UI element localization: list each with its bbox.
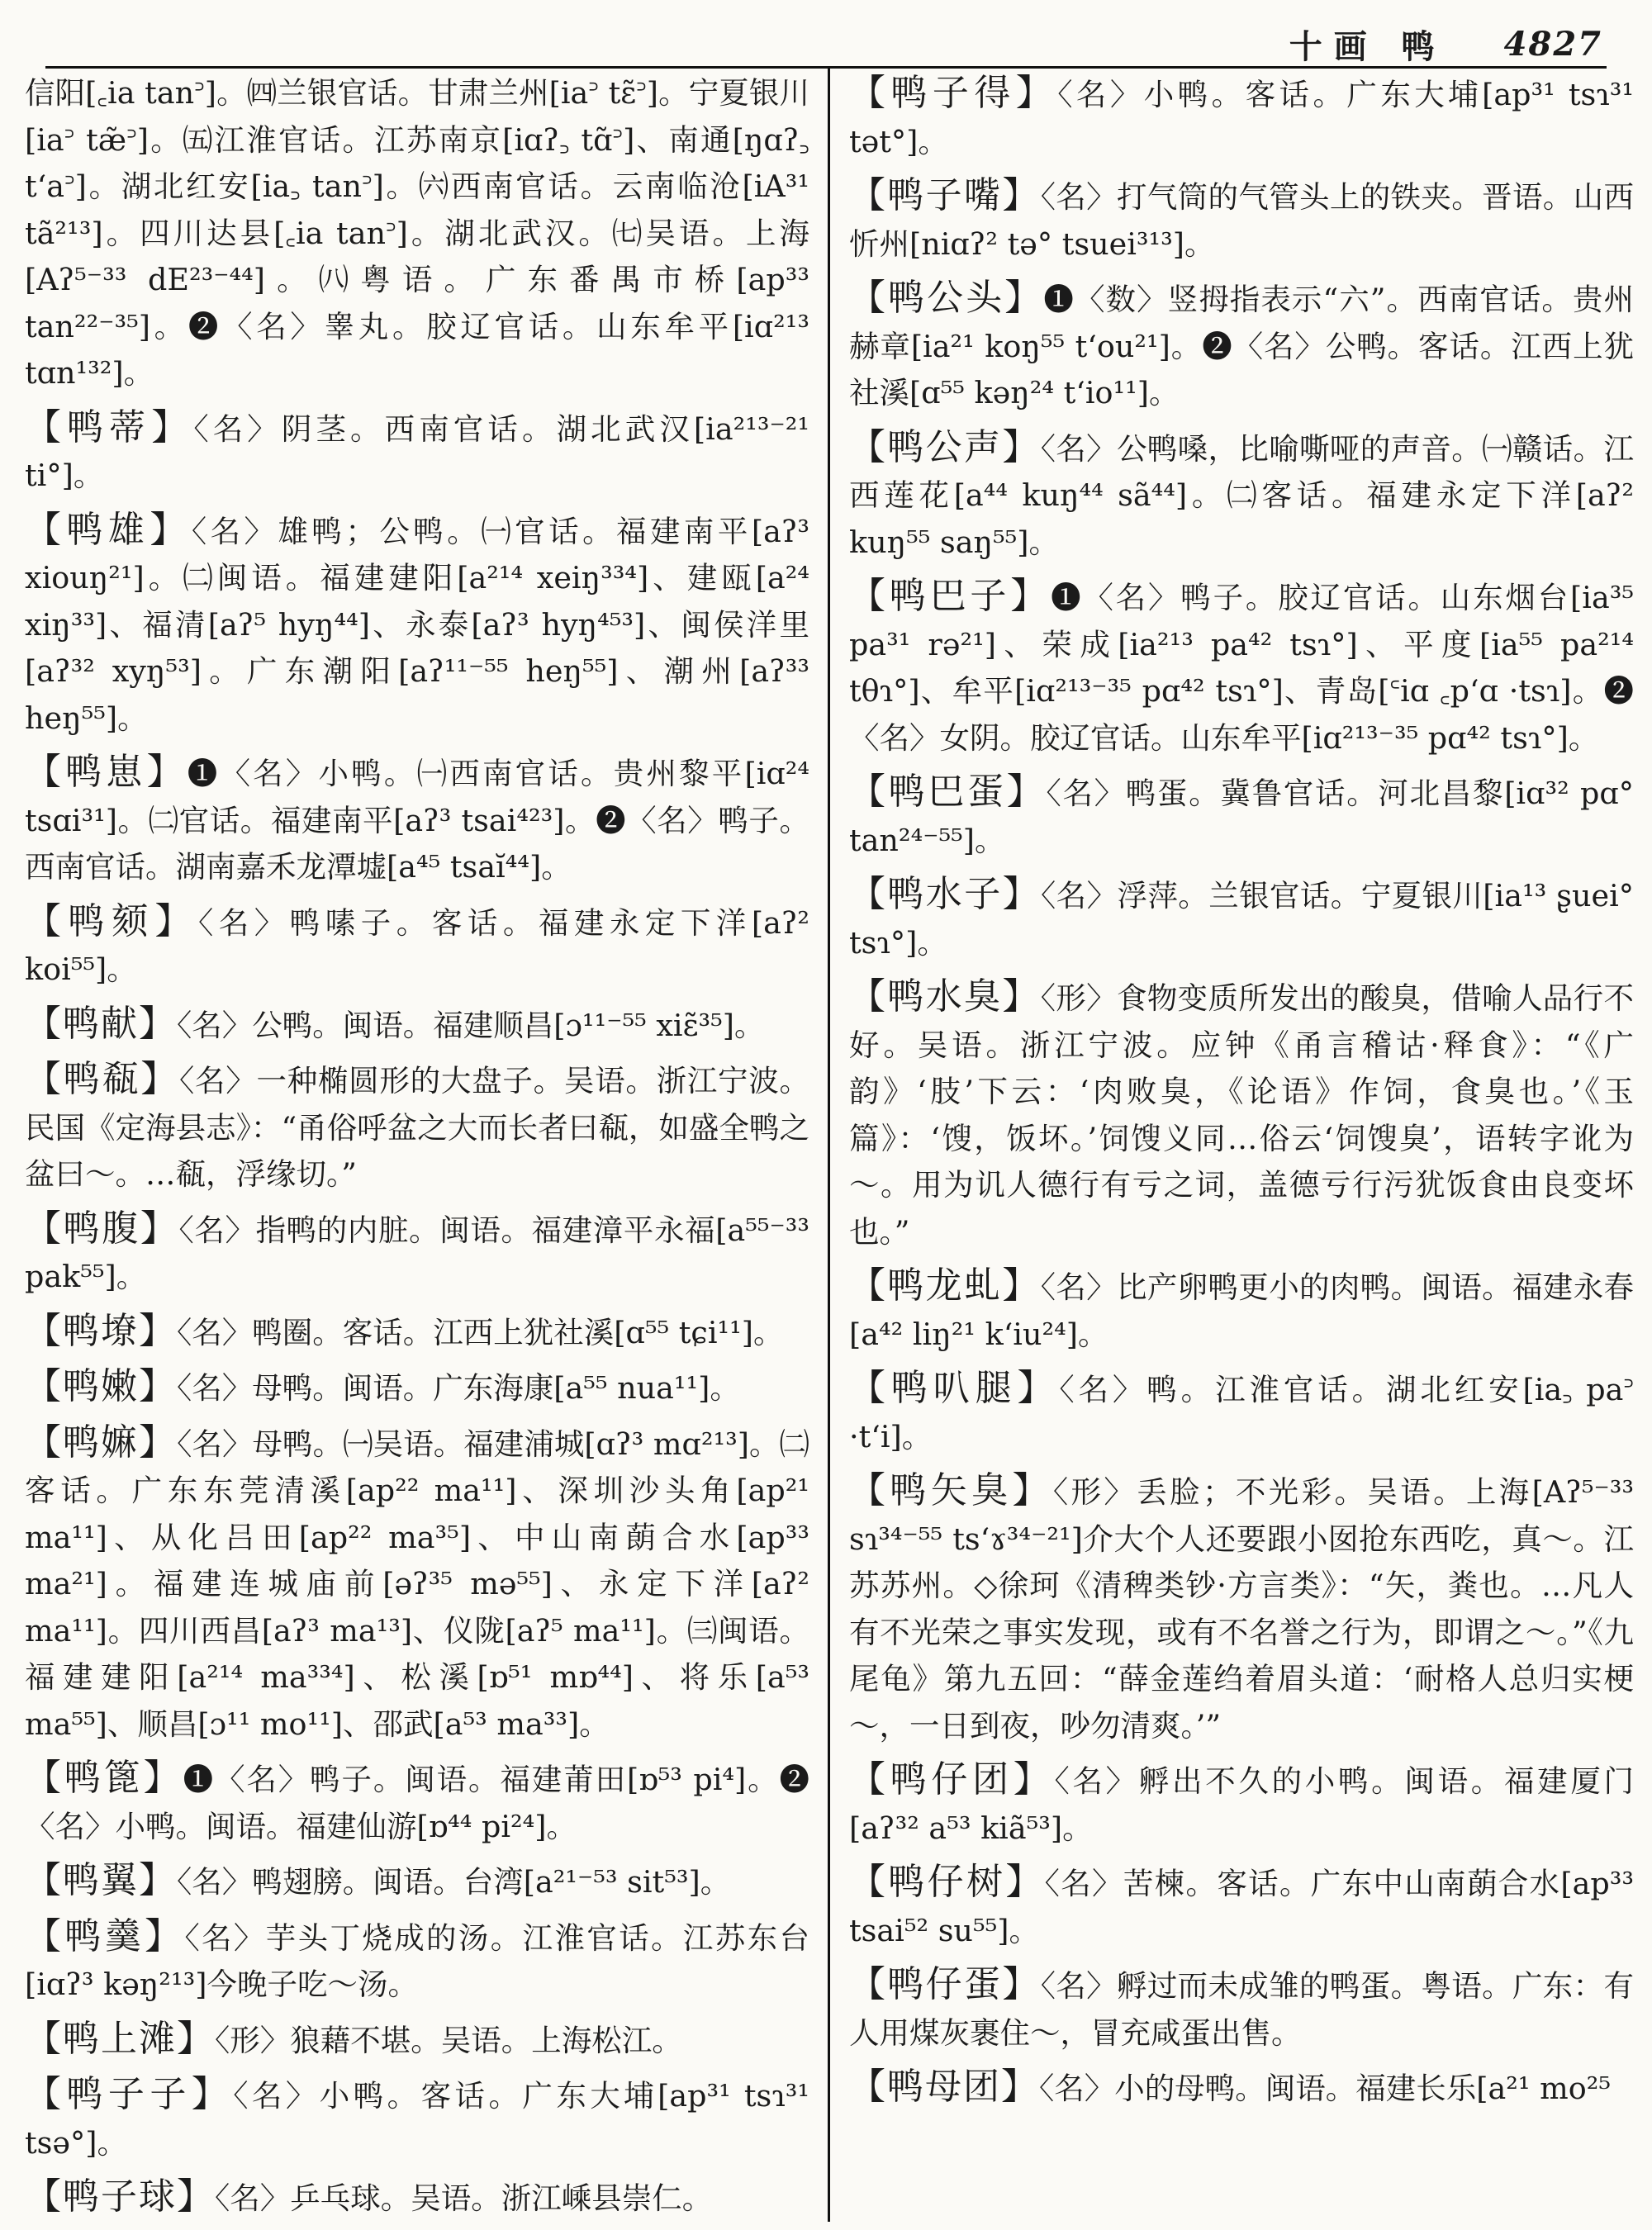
dictionary-entry: 【鸭公头】❶〈数〉竖拇指表示“六”。西南官话。贵州赫章[ia²¹ koŋ⁵⁵ t‘ou²¹]。❷〈名〉公鸭。客话。江西上犹社溪[ɑ⁵⁵ kəŋ²⁴ t‘io¹¹]。 [849, 277, 1635, 410]
entry-headword: 鸭颏 [68, 899, 155, 942]
entry-headword: 鸭篦 [64, 1757, 144, 1799]
section-title: 十画 鸭 [1289, 26, 1446, 66]
entry-headword: 鸭水子 [887, 873, 1003, 915]
dictionary-entry: 【鸭上滩】〈形〉狼藉不堪。吴语。上海松江。 [25, 2017, 682, 2060]
dictionary-entry: 【鸭崽】❶〈名〉小鸭。㈠西南官话。贵州黎平[iɑ²⁴ tsɑi³¹]。㈡官话。福建南平[aʔ³ tsai⁴²³]。❷〈名〉鸭子。西南官话。湖南嘉禾龙潭墟[a⁴⁵ tsaĭ⁴⁴]。 [25, 751, 810, 885]
entry-definition: ❶〈数〉竖拇指表示“六”。西南官话。贵州赫章[ia²¹ koŋ⁵⁵ t‘ou²¹]。❷〈名〉公鸭。客话。江西上犹社溪[ɑ⁵⁵ kəŋ²⁴ t‘io¹¹]。 [849, 282, 1635, 410]
entry-definition: 〈名〉鸭。江淮官话。湖北红安[ia꜆ pa꜄ ·t‘i]。 [849, 1372, 1635, 1454]
entry-headword: 鸭子子 [66, 2073, 192, 2115]
entry-definition: 〈名〉雄鸭；公鸭。㈠官话。福建南平[aʔ³ xiouŋ²¹]。㈡闽语。福建建阳[a²¹⁴ xeiŋ³³⁴]、建瓯[a²⁴ xiŋ³³]、福清[aʔ⁵ hyŋ⁴⁴]、永泰[aʔ³ hyŋ⁴⁵³]、闽侯洋里[aʔ³² xyŋ⁵³]。广东潮阳[aʔ¹¹⁻⁵⁵ heŋ⁵⁵]、潮州[aʔ³³ heŋ⁵⁵]。 [25, 513, 810, 736]
entry-headword: 鸭矢臭 [890, 1469, 1013, 1511]
entry-definition: 〈形〉丢脸；不光彩。吴语。上海[Aʔ⁵⁻³³ sɿ³⁴⁻⁵⁵ ts‘ɤ³⁴⁻²¹]介大个人还要跟小囡抢东西吃，真～。江苏苏州。◇徐珂《清稗类钞·方言类》：“矢，粪也。…凡人有不光荣之事实发现，或有不名誉之行为，即谓之～。”《九尾龟》第九五回：“薛金莲绉着眉头道：‘耐格人总归实梗～，一日到夜，吵勿清爽。’” [849, 1474, 1635, 1744]
dictionary-entry: 【鸭叭腿】〈名〉鸭。江淮官话。湖北红安[ia꜆ pa꜄ ·t‘i]。 [849, 1367, 1635, 1454]
entry-definition: 〈名〉母鸭。㈠吴语。福建浦城[ɑʔ³ mɑ²¹³]。㈡客话。广东东莞清溪[ap²² ma¹¹]、深圳沙头角[ap²¹ ma¹¹]、从化吕田[ap²² ma³⁵]、中山南蓢合水[ap³³ ma²¹]。福建连城庙前[əʔ³⁵ mə⁵⁵]、永定下洋[aʔ² ma¹¹]。四川西昌[aʔ³ ma¹³]、仪陇[aʔ⁵ ma¹¹]。㈢闽语。福建建阳[a²¹⁴ ma³³⁴]、松溪[ɒ⁵¹ mɒ⁴⁴]、将乐[a⁵³ ma⁵⁵]、顺昌[ɔ¹¹ mo¹¹]、邵武[a⁵³ ma³³]。 [25, 1426, 810, 1742]
entry-definition: ❶〈名〉小鸭。㈠西南官话。贵州黎平[iɑ²⁴ tsɑi³¹]。㈡官话。福建南平[aʔ³ tsai⁴²³]。❷〈名〉鸭子。西南官话。湖南嘉禾龙潭墟[a⁴⁵ tsaĭ⁴⁴]。 [25, 756, 810, 885]
entry-definition: 〈名〉苦楝。客话。广东中山南蓢合水[ap³³ tsai⁵² su⁵⁵]。 [849, 1866, 1635, 1948]
dictionary-entry: 【鸭子得】〈名〉小鸭。客话。广东大埔[ap³¹ tsɿ³¹ tət°]。 [849, 72, 1635, 159]
dictionary-entry: 【鸭瓻】〈名〉一种椭圆形的大盘子。吴语。浙江宁波。民国《定海县志》：“甬俗呼盆之大而长者曰瓻，如盛全鸭之盆曰～。…瓻，浮缘切。” [25, 1058, 810, 1192]
entry-headword: 鸭献 [63, 1002, 139, 1045]
dictionary-entry: 【鸭巴子】❶〈名〉鸭子。胶辽官话。山东烟台[ia³⁵ pa³¹ rə²¹]、荣成[ia²¹³ pa⁴² tsɿ°]、平度[ia⁵⁵ pa²¹⁴ tθɿ°]、牟平[iɑ²¹³⁻³⁵ pɑ⁴² tsɿ°]、青岛[꜂iɑ ꜀p‘ɑ ·tsɿ]。❷〈名〉女阴。胶辽官话。山东牟平[iɑ²¹³⁻³⁵ pɑ⁴² tsɿ°]。 [849, 575, 1634, 756]
entry-headword: 鸭㙩 [63, 1309, 139, 1352]
entry-headword: 鸭瓻 [63, 1058, 141, 1100]
entry-headword: 鸭嫲 [63, 1421, 140, 1464]
dictionary-entry: 【鸭腹】〈名〉指鸭的内脏。闽语。福建漳平永福[a⁵⁵⁻³³ pak⁵⁵]。 [25, 1207, 810, 1294]
page-header [50, 23, 1602, 64]
entry-headword: 鸭腹 [63, 1207, 140, 1250]
entry-headword: 鸭翼 [63, 1859, 139, 1901]
page-number: 4827 [1503, 24, 1602, 64]
dictionary-entry: 【鸭蒂】〈名〉阴茎。西南官话。湖北武汉[ia²¹³⁻²¹ ti°]。 [25, 406, 810, 493]
entry-headword: 鸭上滩 [63, 2017, 177, 2060]
entry-continuation: 信阳[꜀ia tan꜄]。㈣兰银官话。甘肃兰州[ia꜄ tɛ̃꜄]。宁夏银川[ia꜄ tæ̃꜄]。㈤江淮官话。江苏南京[iɑʔ꜆ tɑ̃꜄]、南通[ŋɑʔ꜆ t‘a꜄]。湖北红安[ia꜆ tan꜄]。㈥西南官话。云南临沧[iA³¹ tã²¹³]。四川达县[꜀ia tan꜄]。湖北武汉。㈦吴语。上海[Aʔ⁵⁻³³ dE²³⁻⁴⁴]。㈧粤语。广东番禺市桥[ap³³ tan²²⁻³⁵]。❷〈名〉睾丸。胶辽官话。山东牟平[iɑ²¹³ tɑn¹³²]。 [25, 75, 809, 391]
dictionary-entry: 【鸭母团】〈名〉小的母鸭。闽语。福建长乐[a²¹ mo²⁵ [849, 2066, 1611, 2108]
entry-definition: 〈名〉公鸭。闽语。福建顺昌[ɔ¹¹⁻⁵⁵ xiɛ̃³⁵]。 [177, 1007, 765, 1043]
dictionary-entry: 【鸭水子】〈名〉浮萍。兰银官话。宁夏银川[ia¹³ ʂuei° tsɿ°]。 [849, 873, 1635, 961]
entry-headword: 鸭母团 [887, 2066, 1001, 2108]
entry-definition: 〈名〉鸭蛋。冀鲁官话。河北昌黎[iɑ³² pɑ° tan²⁴⁻⁵⁵]。 [849, 776, 1635, 858]
entry-definition: 〈名〉母鸭。闽语。广东海康[a⁵⁵ nua¹¹]。 [177, 1370, 740, 1406]
entry-headword: 鸭叭腿 [890, 1367, 1018, 1409]
entry-definition: 〈名〉孵过而未成雏的鸭蛋。粤语。广东：有人用煤灰裹住～，冒充咸蛋出售。 [849, 1968, 1634, 2051]
entry-headword: 鸭仔蛋 [887, 1963, 1003, 2005]
entry-definition: ❶〈名〉鸭子。闽语。福建莆田[ɒ⁵³ pi⁴]。❷〈名〉小鸭。闽语。福建仙游[ɒ⁴⁴ pi²⁴]。 [25, 1762, 810, 1844]
entry-definition: 〈名〉小鸭。客话。广东大埔[ap³¹ tsɿ³¹ tsə°]。 [25, 2078, 810, 2161]
dictionary-entry: 【鸭巴蛋】〈名〉鸭蛋。冀鲁官话。河北昌黎[iɑ³² pɑ° tan²⁴⁻⁵⁵]。 [849, 771, 1635, 858]
entry-headword: 鸭水臭 [887, 975, 1003, 1018]
entry-headword: 鸭巴蛋 [888, 771, 1007, 813]
dictionary-entry: 【鸭水臭】〈形〉食物变质所发出的酸臭，借喻人品行不好。吴语。浙江宁波。应钟《甬言稽诂·释食》：“《广韵》‘肢’下云：‘肉败臭，《论语》作饲，食臭也。’《玉篇》：‘馊，饭坏。’饲馊义同…俗云‘饲馊臭’，语转字讹为～。用为讥人德行有亏之词，盖德亏行污犹饭食由良变坏也。” [849, 975, 1634, 1250]
dictionary-entry: 【鸭仔团】〈名〉孵出不久的小鸭。闽语。福建厦门[aʔ³² a⁵³ kiã⁵³]。 [849, 1758, 1635, 1846]
entry-headword: 鸭仔树 [888, 1861, 1006, 1903]
dictionary-entry: 【鸭子嘴】〈名〉打气筒的气管头上的铁夹。晋语。山西忻州[niɑʔ² tə° tsuei³¹³]。 [849, 174, 1634, 262]
entry-headword: 鸭公声 [887, 425, 1003, 468]
dictionary-entry: 【鸭雄】〈名〉雄鸭；公鸭。㈠官话。福建南平[aʔ³ xiouŋ²¹]。㈡闽语。福建建阳[a²¹⁴ xeiŋ³³⁴]、建瓯[a²⁴ xiŋ³³]、福清[aʔ⁵ hyŋ⁴⁴]、永泰[aʔ³ hyŋ⁴⁵³]、闽侯洋里[aʔ³² xyŋ⁵³]。广东潮阳[aʔ¹¹⁻⁵⁵ heŋ⁵⁵]、潮州[aʔ³³ heŋ⁵⁵]。 [25, 508, 810, 736]
entry-definition: 〈形〉狼藉不堪。吴语。上海松江。 [215, 2022, 682, 2058]
entry-headword: 鸭公头 [888, 277, 1005, 319]
header-rule [45, 66, 1607, 69]
entry-definition: 〈名〉芋头丁烧成的汤。江淮官话。江苏东台[iɑʔ³ kəŋ²¹³]今晚子吃～汤。 [25, 1919, 810, 2002]
entry-definition: 〈名〉小的母鸭。闽语。福建长乐[a²¹ mo²⁵ [1039, 2071, 1611, 2106]
entry-definition: 〈名〉一种椭圆形的大盘子。吴语。浙江宁波。民国《定海县志》：“甬俗呼盆之大而长者曰瓻，如盛全鸭之盆曰～。…瓻，浮缘切。” [25, 1063, 810, 1192]
dictionary-entry: 【鸭子球】〈名〉乒乓球。吴语。浙江嵊县崇仁。 [25, 2175, 713, 2218]
column-divider [828, 68, 830, 2222]
left-column [25, 70, 809, 2230]
dictionary-entry: 【鸭献】〈名〉公鸭。闽语。福建顺昌[ɔ¹¹⁻⁵⁵ xiɛ̃³⁵]。 [25, 1002, 765, 1045]
entry-definition: 〈名〉鸭圈。客话。江西上犹社溪[ɑ⁵⁵ tɕi¹¹]。 [177, 1314, 784, 1350]
dictionary-entry: 【鸭子子】〈名〉小鸭。客话。广东大埔[ap³¹ tsɿ³¹ tsə°]。 [25, 2073, 810, 2161]
dictionary-entry: 【鸭颏】〈名〉鸭嗉子。客话。福建永定下洋[aʔ² koi⁵⁵]。 [25, 899, 810, 987]
entry-definition: 〈形〉食物变质所发出的酸臭，借喻人品行不好。吴语。浙江宁波。应钟《甬言稽诂·释食》：“《广韵》‘肢’下云：‘肉败臭，《论语》作饲，食臭也。’《玉篇》：‘馊，饭坏。’饲馊义同…俗云‘饲馊臭’，语转字讹为～。用为讥人德行有亏之词，盖德亏行污犹饭食由良变坏也。” [849, 980, 1634, 1250]
dictionary-entry: 【鸭仔树】〈名〉苦楝。客话。广东中山南蓢合水[ap³³ tsai⁵² su⁵⁵]。 [849, 1861, 1635, 1948]
dictionary-entry: 【鸭仔蛋】〈名〉孵过而未成雏的鸭蛋。粤语。广东：有人用煤灰裹住～，冒充咸蛋出售。 [849, 1963, 1634, 2051]
entry-headword: 鸭蒂 [67, 406, 152, 448]
entry-headword: 鸭仔团 [890, 1758, 1014, 1801]
dictionary-entry: 【鸭龙虬】〈名〉比产卵鸭更小的肉鸭。闽语。福建永春[a⁴² liŋ²¹ k‘iu²⁴]。 [849, 1264, 1634, 1352]
entry-definition: 〈名〉比产卵鸭更小的肉鸭。闽语。福建永春[a⁴² liŋ²¹ k‘iu²⁴]。 [849, 1269, 1634, 1352]
entry-definition: 〈名〉公鸭嗓，比喻嘶哑的声音。㈠赣话。江西莲花[a⁴⁴ kuŋ⁴⁴ sã⁴⁴]。㈡客话。福建永定下洋[aʔ² kuŋ⁵⁵ saŋ⁵⁵]。 [849, 430, 1634, 560]
entry-definition: 〈名〉鸭翅膀。闽语。台湾[a²¹⁻⁵³ sit⁵³]。 [177, 1864, 731, 1900]
entry-headword: 鸭嫩 [63, 1365, 139, 1407]
dictionary-entry: 【鸭篦】❶〈名〉鸭子。闽语。福建莆田[ɒ⁵³ pi⁴]。❷〈名〉小鸭。闽语。福建仙游[ɒ⁴⁴ pi²⁴]。 [25, 1757, 810, 1844]
entry-definition: 〈名〉浮萍。兰银官话。宁夏银川[ia¹³ ʂuei° tsɿ°]。 [849, 878, 1635, 961]
dictionary-entry: 【鸭翼】〈名〉鸭翅膀。闽语。台湾[a²¹⁻⁵³ sit⁵³]。 [25, 1859, 731, 1901]
dictionary-entry: 【鸭羹】〈名〉芋头丁烧成的汤。江淮官话。江苏东台[iɑʔ³ kəŋ²¹³]今晚子吃～汤。 [25, 1914, 810, 2002]
entry-definition: ❶〈名〉鸭子。胶辽官话。山东烟台[ia³⁵ pa³¹ rə²¹]、荣成[ia²¹³ pa⁴² tsɿ°]、平度[ia⁵⁵ pa²¹⁴ tθɿ°]、牟平[iɑ²¹³⁻³⁵ pɑ⁴² tsɿ°]、青岛[꜂iɑ ꜀p‘ɑ ·tsɿ]。❷〈名〉女阴。胶辽官话。山东牟平[iɑ²¹³⁻³⁵ pɑ⁴² tsɿ°]。 [849, 580, 1634, 756]
entry-definition: 〈名〉孵出不久的小鸭。闽语。福建厦门[aʔ³² a⁵³ kiã⁵³]。 [849, 1763, 1635, 1846]
entry-definition: 〈名〉打气筒的气管头上的铁夹。晋语。山西忻州[niɑʔ² tə° tsuei³¹³]。 [849, 179, 1634, 262]
entry-headword: 鸭崽 [65, 751, 147, 793]
entry-headword: 鸭羹 [64, 1914, 145, 1957]
entry-headword: 鸭子嘴 [887, 174, 1003, 216]
entry-definition: 〈名〉小鸭。客话。广东大埔[ap³¹ tsɿ³¹ tət°]。 [849, 77, 1635, 159]
entry-definition: 〈名〉乒乓球。吴语。浙江嵊县崇仁。 [215, 2180, 713, 2216]
entry-headword: 鸭雄 [66, 508, 150, 551]
dictionary-entry: 【鸭㙩】〈名〉鸭圈。客话。江西上犹社溪[ɑ⁵⁵ tɕi¹¹]。 [25, 1309, 784, 1352]
entry-headword: 鸭龙虬 [887, 1264, 1003, 1307]
entry-headword: 鸭子得 [890, 72, 1016, 114]
dictionary-entry: 【鸭嫩】〈名〉母鸭。闽语。广东海康[a⁵⁵ nua¹¹]。 [25, 1365, 740, 1407]
dictionary-entry: 【鸭公声】〈名〉公鸭嗓，比喻嘶哑的声音。㈠赣话。江西莲花[a⁴⁴ kuŋ⁴⁴ sã⁴⁴]。㈡客话。福建永定下洋[aʔ² kuŋ⁵⁵ saŋ⁵⁵]。 [849, 425, 1634, 560]
entry-headword: 鸭巴子 [889, 575, 1011, 617]
dictionary-entry: 【鸭嫲】〈名〉母鸭。㈠吴语。福建浦城[ɑʔ³ mɑ²¹³]。㈡客话。广东东莞清溪[ap²² ma¹¹]、深圳沙头角[ap²¹ ma¹¹]、从化吕田[ap²² ma³⁵]、中山南蓢合水[ap³³ ma²¹]。福建连城庙前[əʔ³⁵ mə⁵⁵]、永定下洋[aʔ² ma¹¹]。四川西昌[aʔ³ ma¹³]、仪陇[aʔ⁵ ma¹¹]。㈢闽语。福建建阳[a²¹⁴ ma³³⁴]、松溪[ɒ⁵¹ mɒ⁴⁴]、将乐[a⁵³ ma⁵⁵]、顺昌[ɔ¹¹ mo¹¹]、邵武[a⁵³ ma³³]。 [25, 1421, 810, 1742]
entry-definition: 〈名〉鸭嗉子。客话。福建永定下洋[aʔ² koi⁵⁵]。 [25, 904, 810, 987]
entry-definition: 〈名〉阴茎。西南官话。湖北武汉[ia²¹³⁻²¹ ti°]。 [25, 410, 810, 493]
entry-definition: 〈名〉指鸭的内脏。闽语。福建漳平永福[a⁵⁵⁻³³ pak⁵⁵]。 [25, 1212, 810, 1294]
entry-headword: 鸭子球 [63, 2175, 177, 2218]
dictionary-entry: 【鸭矢臭】〈形〉丢脸；不光彩。吴语。上海[Aʔ⁵⁻³³ sɿ³⁴⁻⁵⁵ ts‘ɤ³⁴⁻²¹]介大个人还要跟小囡抢东西吃，真～。江苏苏州。◇徐珂《清稗类钞·方言类》：“矢，粪也。…凡人有不光荣之事实发现，或有不名誉之行为，即谓之～。”《九尾龟》第九五回：“薛金莲绉着眉头道：‘耐格人总归实梗～，一日到夜，吵勿清爽。’” [849, 1469, 1635, 1744]
right-column [849, 70, 1634, 2120]
